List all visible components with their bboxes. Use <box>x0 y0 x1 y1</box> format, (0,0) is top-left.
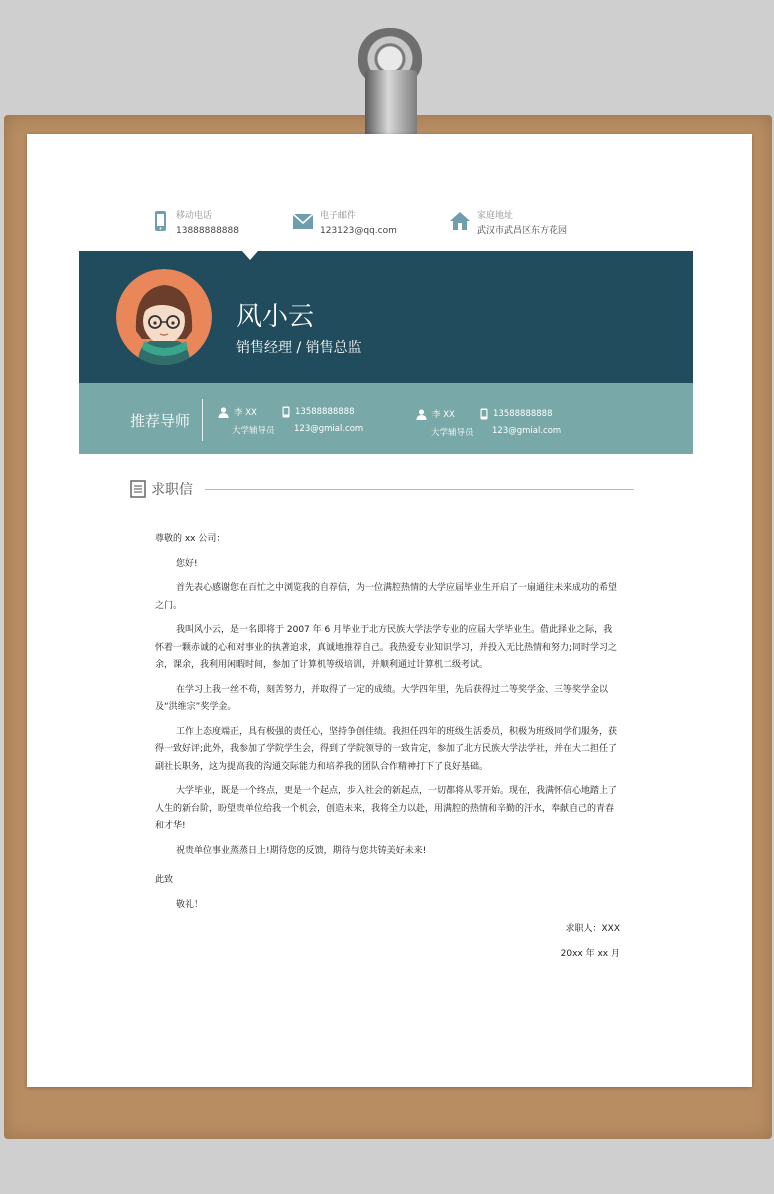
letter-greeting: 您好! <box>176 558 198 569</box>
letter-signature: 求职人：XXX <box>565 924 620 934</box>
letter-closing: 此致 <box>155 875 174 885</box>
mentor-2-role-text: 大学辅导员 <box>431 428 474 438</box>
mentor-2-email-text: 123@gmial.com <box>492 426 562 436</box>
letter-paragraph: 大学毕业，既是一个终点，更是一个起点，步入社会的新起点，一切都将从零开始。现在，我满怀信心地踏上了人生的新台阶，盼望贵单位给我一个机会，创造未来，我将全力以赴，用满腔的热情和辛勤的汗水，奉献自己的青春和才华! <box>155 786 618 831</box>
clip-body <box>365 70 417 142</box>
letter-paragraph: 首先表心感谢您在百忙之中浏览我的自荐信，为一位满腔热情的大学应届毕业生开启了一扇通往未来成功的希望之门。 <box>155 583 618 611</box>
cover-letter <box>155 531 620 970</box>
envelope-icon <box>292 210 314 232</box>
mentor-1-name <box>218 406 257 418</box>
mentor-1-email <box>294 424 363 434</box>
mentor-heading: 推荐导师 <box>130 412 191 430</box>
letter-paragraph: 工作上态度端正，具有极强的责任心，坚持争创佳绩。我担任四年的班级生活委员，积极为班级同学们服务，获得一致好评;此外，我参加了学院学生会，得到了学院领导的一致肯定，参加了北方民族大学法学社，并在大二担任了副社长职务，这为提高我的沟通交际能力和培养我的团队合作精神打下了良好基础。 <box>155 726 618 772</box>
mentor-1-name-text: 李 XX <box>234 408 257 418</box>
mobile-phone-icon <box>480 408 488 420</box>
person-icon <box>218 407 229 418</box>
mentor-2-name <box>416 408 455 420</box>
mobile-phone-icon <box>152 210 170 232</box>
mentor-2-email <box>492 426 561 436</box>
letter-paragraph: 祝贵单位事业蒸蒸日上!期待您的反馈，期待与您共铸美好未来! <box>176 845 427 856</box>
band-notch <box>242 251 258 260</box>
address-value: 武汉市武昌区东方花园 <box>477 226 568 236</box>
email-value: 123123@qq.com <box>320 226 397 236</box>
address-label: 家庭地址 <box>477 211 514 221</box>
mentor-2-phone-text: 13588888888 <box>493 409 553 419</box>
mentor-2-name-text: 李 XX <box>432 410 455 420</box>
mentor-2-role <box>431 426 474 438</box>
mentor-2-phone <box>480 408 553 420</box>
letter-date: 20xx 年 xx 月 <box>560 948 620 959</box>
avatar <box>116 269 212 365</box>
section-divider <box>205 489 634 490</box>
email-label: 电子邮件 <box>320 211 357 221</box>
mentor-1-phone-text: 13588888888 <box>295 407 355 417</box>
letter-regards: 敬礼！ <box>176 899 204 910</box>
contact-phone <box>152 210 239 239</box>
phone-label: 移动电话 <box>176 211 213 221</box>
phone-value: 13888888888 <box>176 226 239 236</box>
mentor-1-role <box>232 424 275 436</box>
document-icon <box>130 480 146 498</box>
candidate-name: 风小云 <box>236 302 315 332</box>
mentor-1-phone <box>282 406 355 418</box>
candidate-title: 销售经理 / 销售总监 <box>236 340 362 356</box>
mentor-1-role-text: 大学辅导员 <box>232 426 275 436</box>
contact-email <box>292 210 397 239</box>
letter-paragraph: 在学习上我一丝不苟，刻苦努力，并取得了一定的成绩。大学四年里，先后获得过二等奖学金、三等奖学金以及“洪维宗”奖学金。 <box>155 684 609 712</box>
mentor-divider <box>202 399 203 441</box>
mentor-1-email-text: 123@gmial.com <box>294 424 364 434</box>
avatar-illustration <box>116 269 212 365</box>
house-icon <box>449 210 471 232</box>
letter-salutation: 尊敬的 xx 公司： <box>155 534 226 544</box>
contact-address <box>449 210 567 239</box>
mobile-phone-icon <box>282 406 290 418</box>
section-title: 求职信 <box>151 482 193 498</box>
letter-paragraph: 我叫风小云，是一名即将于 2007 年 6 月毕业于北方民族大学法学专业的应届大学毕业生。借此择业之际，我怀着一颗赤诚的心和对事业的执著追求，真诚地推荐自己。我热爱专业知识学习，并投入无比热情和努力;同时学习之余，课余，我利用闲暇时间，参加了计算机等级培训，并顺利通过计算机二级考试。 <box>155 625 618 670</box>
person-icon <box>416 409 427 420</box>
